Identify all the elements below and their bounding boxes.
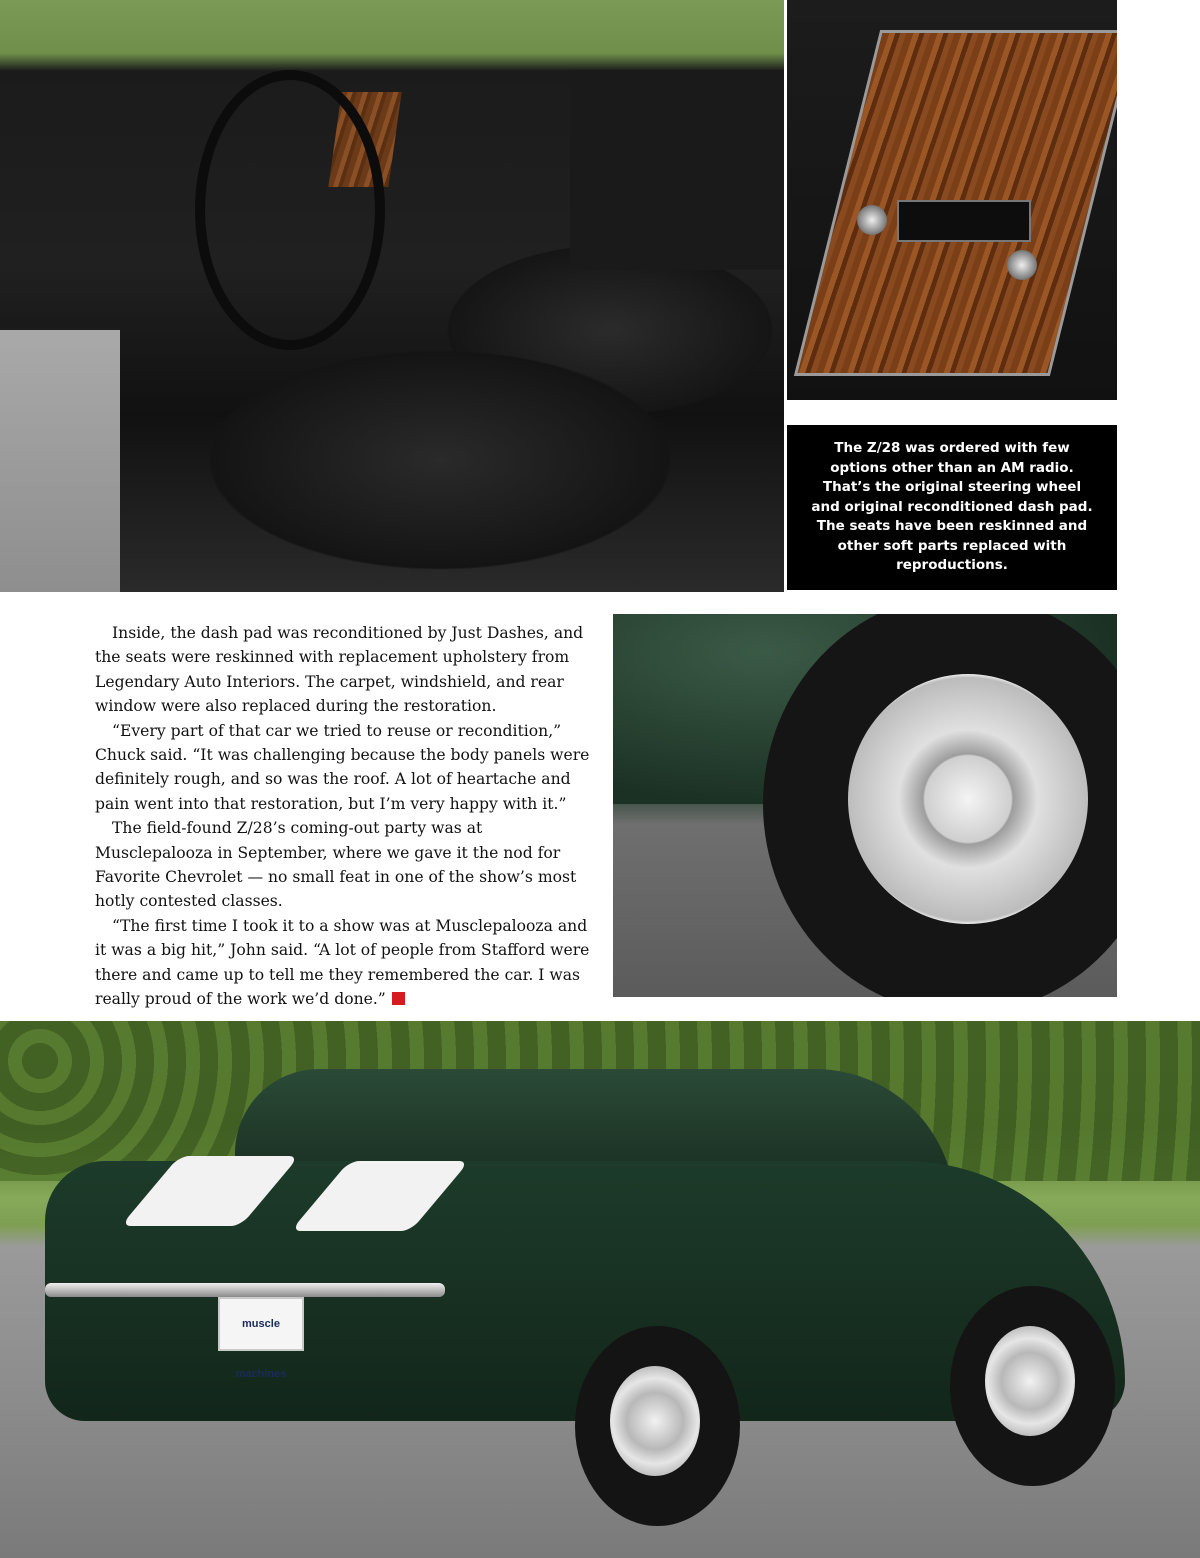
paragraph: Inside, the dash pad was reconditioned by Just Dashes, and the seats were reskinned with replacement upholstery from Legendary Auto Interiors. The carpet, windshield, and rear window were also replaced during the restoration. xyxy=(95,624,584,716)
caption-text: The Z/28 was ordered with few options other than an AM radio. That’s the original steering wheel and original reconditioned dash pad. The seats have been reskinned and other soft parts replaced with reproductions. xyxy=(811,439,1093,574)
radio-knob-left xyxy=(857,205,887,235)
paragraph-text: “The first time I took it to a show was at Musclepalooza and it was a big hit,” John said. “A lot of people from Stafford were there and came up to tell me they remembered the car. I was really proud of the work we’d done.” xyxy=(95,916,590,1009)
radio-photo xyxy=(787,0,1117,400)
paragraph: The field-found Z/28’s coming-out party was at Musclepalooza in September, where we gave it the nod for Favorite Chevrolet — no small feat in one of the show’s most hotly contested classes. xyxy=(95,819,577,911)
rally-wheel xyxy=(848,674,1088,924)
interior-photo xyxy=(0,0,784,592)
tire-photo xyxy=(613,614,1117,997)
radio-tuner xyxy=(897,200,1031,242)
steering-wheel xyxy=(195,70,385,350)
radio-knob-right xyxy=(1007,250,1037,280)
article-body xyxy=(95,621,600,1012)
pavement xyxy=(0,330,120,592)
license-plate: muscle machines xyxy=(218,1297,304,1351)
rear-hub xyxy=(610,1366,700,1476)
front-hub xyxy=(985,1326,1075,1436)
end-mark-icon xyxy=(392,992,405,1005)
paragraph: “Every part of that car we tried to reuse or recondition,” Chuck said. “It was challenging because the body panels were definitely rough, and so was the roof. A lot of heartache and pain went into that restoration, but I’m very happy with it.” xyxy=(95,721,590,813)
paragraph-last xyxy=(95,914,600,1012)
door-panel xyxy=(570,70,784,270)
car-photo xyxy=(0,1021,1200,1558)
photo-caption xyxy=(787,425,1117,590)
rear-bumper xyxy=(45,1283,445,1297)
